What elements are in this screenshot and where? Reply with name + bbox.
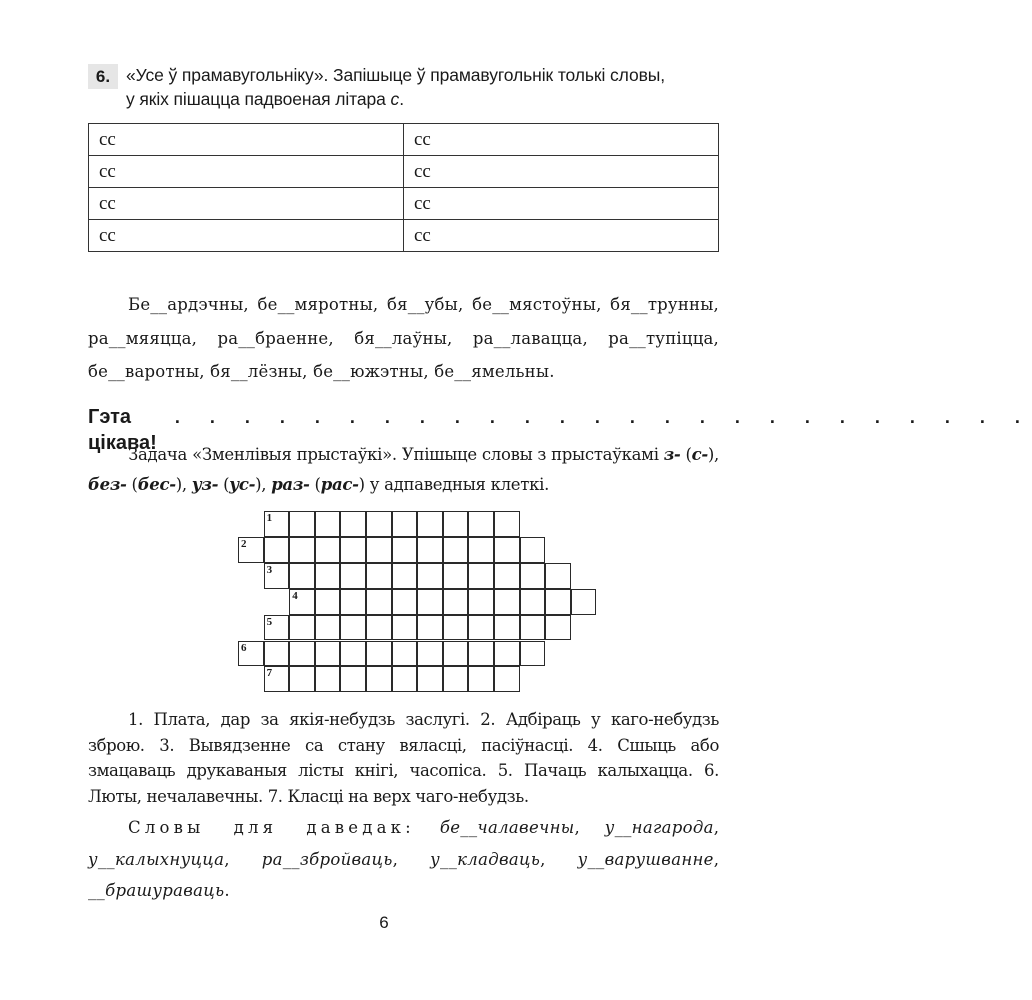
- crossword-cell[interactable]: [340, 511, 366, 537]
- hint-word: бе__чалавечны: [439, 818, 575, 837]
- crossword-cell[interactable]: [494, 615, 520, 641]
- crossword-cell[interactable]: [443, 589, 469, 615]
- crossword-cell[interactable]: [366, 666, 392, 692]
- crossword-cell[interactable]: [315, 615, 341, 641]
- crossword-cell[interactable]: [417, 537, 443, 563]
- crossword-cell[interactable]: [468, 589, 494, 615]
- crossword-clue-number: 4: [292, 589, 298, 602]
- hint-word: __брашураваць: [88, 881, 225, 900]
- crossword-cell[interactable]: [545, 589, 571, 615]
- cc-cell[interactable]: сс: [89, 220, 404, 252]
- crossword-cell[interactable]: [520, 641, 546, 667]
- crossword-cell[interactable]: [571, 589, 597, 615]
- crossword-cell[interactable]: [417, 615, 443, 641]
- crossword-cell[interactable]: [289, 666, 315, 692]
- crossword-cell[interactable]: [520, 537, 546, 563]
- crossword-cell[interactable]: [315, 641, 341, 667]
- crossword-cell[interactable]: [468, 641, 494, 667]
- cc-table-row: [89, 156, 719, 188]
- crossword-cell[interactable]: [315, 511, 341, 537]
- hint-word: у__нагарода: [604, 818, 714, 837]
- crossword-cell[interactable]: [392, 666, 418, 692]
- task-title-line1: «Усе ў прамавугольніку». Запішыце ў прамавугольнік толькі словы,: [126, 65, 666, 85]
- crossword-cell[interactable]: [238, 641, 264, 667]
- crossword-cell[interactable]: [366, 511, 392, 537]
- prefix-main: з-: [663, 445, 681, 464]
- hint-words: Словы для даведак: бе__чалавечны, у__нагарода, у__калыхнуцца, ра__збройваць, у__кладваць, у__варушванне, __брашураваць.: [88, 818, 719, 900]
- crossword-cell[interactable]: [289, 641, 315, 667]
- crossword-cell[interactable]: [289, 563, 315, 589]
- crossword-cell[interactable]: [494, 589, 520, 615]
- crossword-cell[interactable]: [264, 641, 290, 667]
- crossword-clue-number: 1: [266, 512, 273, 524]
- crossword-clue-number: 6: [241, 641, 247, 654]
- crossword-cell[interactable]: [289, 589, 315, 615]
- crossword-cell[interactable]: [468, 666, 494, 692]
- cc-answer-table: [88, 123, 719, 252]
- crossword-cell[interactable]: [392, 511, 418, 537]
- crossword-cell[interactable]: [366, 615, 392, 641]
- crossword-cell[interactable]: [366, 641, 392, 667]
- crossword-cell[interactable]: [289, 511, 315, 537]
- crossword-cell[interactable]: [340, 666, 366, 692]
- crossword-clue-number: 5: [266, 615, 273, 628]
- crossword-cell[interactable]: [494, 563, 520, 589]
- crossword-cell[interactable]: [417, 511, 443, 537]
- prefix-alt: ус-: [229, 475, 256, 494]
- hint-word: у__варушванне: [577, 849, 714, 869]
- crossword-cell[interactable]: [315, 537, 341, 563]
- crossword-cell[interactable]: [494, 641, 520, 667]
- task-number: 6.: [88, 64, 118, 89]
- crossword-cell[interactable]: [315, 666, 341, 692]
- crossword-cell[interactable]: [443, 666, 469, 692]
- crossword-cell[interactable]: [340, 615, 366, 641]
- crossword-cell[interactable]: [494, 511, 520, 537]
- crossword-cell[interactable]: [392, 589, 418, 615]
- crossword-cell[interactable]: [366, 563, 392, 589]
- prefix-main: без-: [88, 475, 127, 494]
- crossword-cell[interactable]: [264, 511, 290, 537]
- crossword-cell[interactable]: [417, 589, 443, 615]
- crossword-cell[interactable]: [417, 666, 443, 692]
- crossword-cell[interactable]: [494, 537, 520, 563]
- crossword-cell[interactable]: [443, 537, 469, 563]
- crossword-cell[interactable]: [238, 537, 264, 563]
- crossword-clue-number: 3: [266, 563, 273, 576]
- crossword-cell[interactable]: [392, 641, 418, 667]
- crossword-cell[interactable]: [468, 511, 494, 537]
- crossword-cell[interactable]: [340, 537, 366, 563]
- crossword-cell[interactable]: [366, 589, 392, 615]
- task-instruction: [126, 63, 726, 111]
- crossword-cell[interactable]: [468, 563, 494, 589]
- exercise-word-list: Бе__ардэчны, бе__мяротны, бя__убы, бе__мястоўны, бя__трунны, ра__мяяцца, ра__браенне, бя__лаўны, ра__лавацца, ра__тупіцца, бе__варотны, бя__лёзны, бе__южэтны, бе__ямельны.: [88, 295, 719, 381]
- cc-cell[interactable]: сс: [404, 124, 719, 156]
- section-title: Гэта цікава!: [88, 406, 157, 454]
- crossword-cell[interactable]: [289, 537, 315, 563]
- crossword-cell[interactable]: [315, 563, 341, 589]
- crossword-cell[interactable]: [443, 615, 469, 641]
- puzzle-intro-text: Задача «Зменлівыя прыстаўкі». Упішыце словы з прыстаўкамі: [128, 445, 664, 464]
- crossword-cell[interactable]: [315, 589, 341, 615]
- crossword-cell[interactable]: [289, 615, 315, 641]
- hint-word: ра__збройваць: [261, 849, 393, 869]
- cc-cell[interactable]: сс: [89, 124, 404, 156]
- crossword-cell[interactable]: [417, 563, 443, 589]
- cc-table-row: [89, 220, 719, 252]
- cc-cell[interactable]: сс: [404, 188, 719, 220]
- crossword-cell[interactable]: [264, 537, 290, 563]
- crossword-cell[interactable]: [392, 563, 418, 589]
- crossword-cell[interactable]: [520, 615, 546, 641]
- task-letter: с: [390, 89, 400, 109]
- hints-label: Словы для даведак:: [128, 818, 415, 837]
- crossword-cell[interactable]: [340, 563, 366, 589]
- puzzle-instruction: Задача «Зменлівыя прыстаўкі». Упішыце словы з прыстаўкамі з- (с-), без- (бес-), уз- (ус-), раз- (рас-) у адпаведныя клеткі.: [88, 445, 720, 494]
- prefix-alt: рас-: [320, 475, 359, 494]
- crossword-cell[interactable]: [443, 563, 469, 589]
- task-title-line2: у якіх пішацца падвоеная літара: [126, 89, 391, 109]
- crossword-cell[interactable]: [443, 641, 469, 667]
- crossword-cell[interactable]: [545, 563, 571, 589]
- cc-cell[interactable]: сс: [89, 188, 404, 220]
- prefix-alt: бес-: [137, 475, 176, 494]
- crossword-cell[interactable]: [443, 511, 469, 537]
- crossword-cell[interactable]: [392, 615, 418, 641]
- cc-cell[interactable]: сс: [404, 156, 719, 188]
- crossword-cell[interactable]: [468, 615, 494, 641]
- prefix-alt: с-: [691, 445, 708, 464]
- crossword-cell[interactable]: [264, 615, 290, 641]
- crossword-clue-number: 2: [241, 537, 247, 550]
- cc-table-row: [89, 124, 719, 156]
- dotted-leader: . . . . . . . . . . . . . . . . . . . . . . . . .: [174, 407, 1032, 427]
- crossword-cell[interactable]: [264, 666, 290, 692]
- crossword-cell[interactable]: [340, 641, 366, 667]
- crossword-cell[interactable]: [340, 589, 366, 615]
- crossword-cell[interactable]: [545, 615, 571, 641]
- hint-word: у__кладваць: [430, 849, 541, 869]
- crossword-cell[interactable]: [392, 537, 418, 563]
- crossword-cell[interactable]: [468, 537, 494, 563]
- hint-word: у__калыхнуцца: [88, 849, 225, 869]
- prefix-main: уз-: [191, 475, 219, 494]
- page-number: 6: [379, 913, 389, 932]
- cc-cell[interactable]: сс: [89, 156, 404, 188]
- crossword-cell[interactable]: [366, 537, 392, 563]
- crossword-cell[interactable]: [417, 641, 443, 667]
- crossword-cell[interactable]: [520, 563, 546, 589]
- crossword-cell[interactable]: [264, 563, 290, 589]
- prefix-main: раз-: [271, 475, 310, 494]
- crossword-cell[interactable]: [520, 589, 546, 615]
- task-title-end: .: [399, 89, 404, 109]
- crossword-clue-number: 7: [266, 667, 273, 680]
- puzzle-outro-text: у адпаведныя клеткі.: [364, 475, 550, 494]
- cc-table-row: [89, 188, 719, 220]
- crossword-cell[interactable]: [494, 666, 520, 692]
- crossword-clues: 1. Плата, дар за якія-небудзь заслугі. 2. Адбіраць у каго-небудзь зброю. 3. Вывядзенне са стану вяласці, пасіўнасці. 4. Сшыць або змацаваць друкаваныя лісты кнігі, часопіса. 5. Пачаць калыхацца. 6. Люты, нечалавечны. 7. Класці на верх чаго-небудзь.: [88, 710, 719, 806]
- cc-cell[interactable]: сс: [404, 220, 719, 252]
